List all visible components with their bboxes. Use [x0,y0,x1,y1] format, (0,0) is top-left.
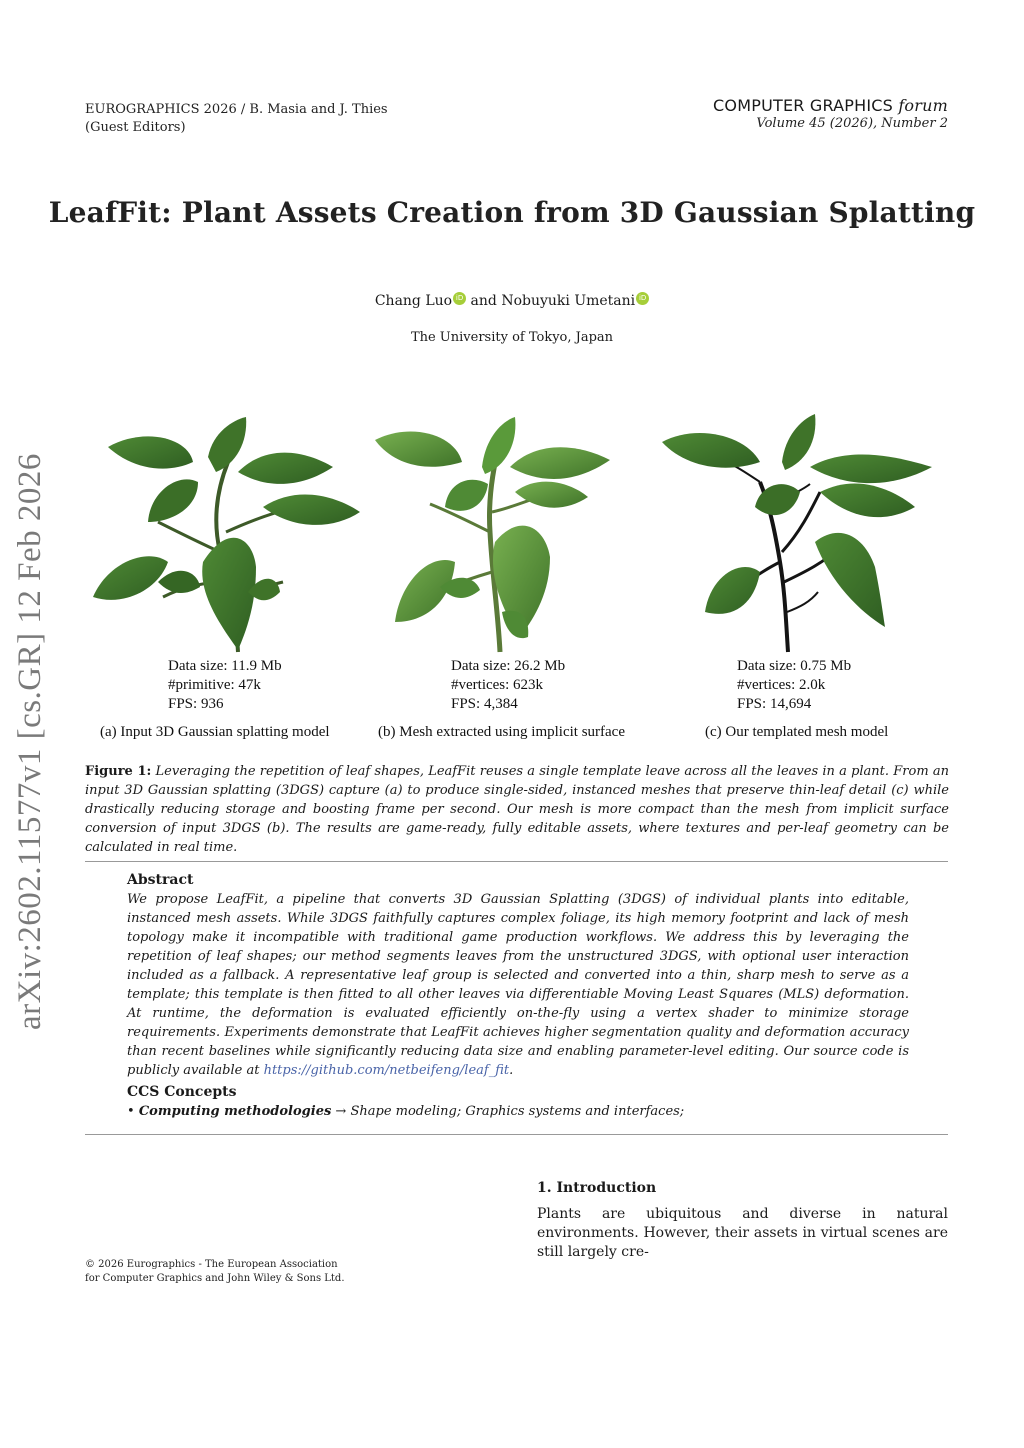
author-line [0,293,1024,309]
ccs-detail: Shape modeling; Graphics systems and interfaces; [350,1104,685,1119]
ccs-concepts [127,1083,909,1121]
orcid-icon[interactable]: iD [636,292,649,305]
figure-caption-text: Leveraging the repetition of leaf shapes, LeafFit reuses a single template leave across all the leaves in a plant. From an input 3D Gaussian splatting (3DGS) capture (a) to produce single-sided, instanced meshes that preserve thin-leaf detail (c) while drastically reducing storage and boosting frame per second. Our mesh is more compact than the mesh from implicit surface conversion of input 3DGS (b). The results are game-ready, fully editable assets, where textures and per-leaf geometry can be calculated in real time. [85,764,949,855]
author-connector: and [470,293,497,309]
editors-line: (Guest Editors) [85,120,186,135]
affiliation: The University of Tokyo, Japan [410,330,614,345]
conference-line: EUROGRAPHICS 2026 / B. Masia and J. Thies [85,102,388,117]
panel-a-stats [168,657,282,714]
panel-c-stats [737,657,851,714]
data-size: Data size: 11.9 Mb [168,658,282,674]
copyright-footnote: © 2026 Eurographics - The European Association for Computer Graphics and John Wiley & Sons Ltd. [85,1259,345,1284]
abstract-body: We propose LeafFit, a pipeline that converts 3D Gaussian Splatting (3DGS) of individual plants into editable, instanced mesh assets. While 3DGS faithfully captures complex foliage, its high memory footprint and lack of mesh topology make it incompatible with traditional game production workflows. We address this by leveraging the repetition of leaf shapes; our method segments leaves from the unstructured 3DGS, with optional user interaction included as a fallback. A representative leaf group is selected and converted into a thin, sharp mesh to serve as a template; this template is then fitted to all other leaves via differentiable Moving Least Squares (MLS) deformation. At runtime, the deformation is evaluated efficiently on-the-fly using a vertex shader to minimize storage requirements. Experiments demonstrate that LeafFit achieves higher segmentation quality and deformation accuracy than recent baselines while significantly reducing data size and enabling parameter-level editing. Our source code is publicly available at https://github.com/netbeifeng/leaf_fit. [127,892,909,1078]
vertex-count: #vertices: 2.0k [737,677,826,693]
primitive-count: #primitive: 47k [168,677,261,693]
vertex-count: #vertices: 623k [451,677,544,693]
fps: FPS: 14,694 [737,696,812,712]
abstract-text: We propose LeafFit, a pipeline that converts 3D Gaussian Splatting (3DGS) of individual plants into editable, instanced mesh assets. While 3DGS faithfully captures complex foliage, its high memory footprint and lack of mesh topology make it incompatible with traditional game production workflows. We address this by leveraging the repetition of leaf shapes; our method segments leaves from the unstructured 3DGS, with optional user interaction included as a fallback. A representative leaf group is selected and converted into a thin, sharp mesh to serve as a template; this template is then fitted to all other leaves via differentiable Moving Least Squares (MLS) deformation. At runtime, the deformation is evaluated efficiently on-the-fly using a vertex shader to minimize storage requirements. Experiments demonstrate that LeafFit achieves higher segmentation quality and deformation accuracy than recent baselines while significantly reducing data size and enabling parameter-level editing. Our source code is publicly available at [127,892,909,1078]
running-header-right [713,97,948,133]
ccs-concept: Computing methodologies [138,1104,332,1119]
introduction-paragraph: Plants are ubiquitous and diverse in natural environments. However, their assets in virtual scenes are still largely cre- [537,1206,948,1260]
plant-render-gaussian [88,412,364,657]
plant-render-implicit-mesh [370,412,616,657]
arxiv-stamp: arXiv:2602.11577v1 [cs.GR] 12 Feb 2026 [12,453,48,1030]
abstract [127,871,909,1080]
journal-name: COMPUTER GRAPHICS forum [713,96,948,115]
source-code-link[interactable]: https://github.com/netbeifeng/leaf_fit [263,1063,510,1078]
author-2: Nobuyuki Umetani [501,293,636,309]
fps: FPS: 936 [168,696,224,712]
figure-label: Figure 1: [85,764,152,779]
orcid-icon[interactable]: iD [453,292,466,305]
ccs-line: • Computing methodologies → Shape modeling; Graphics systems and interfaces; [127,1104,685,1119]
plant-render-templated-mesh [660,412,935,657]
running-header-left [85,101,388,137]
section-heading-introduction: 1. Introduction [537,1180,657,1196]
figure-caption [85,762,949,857]
divider [85,1134,948,1135]
author-1: Chang Luo [374,293,453,309]
subcaption-c: (c) Our templated mesh model [705,724,889,740]
abstract-heading: Abstract [127,872,194,888]
data-size: Data size: 0.75 Mb [737,658,852,674]
divider [85,861,948,862]
panel-b-stats [451,657,565,714]
data-size: Data size: 26.2 Mb [451,658,566,674]
subcaption-a: (a) Input 3D Gaussian splatting model [100,724,330,740]
paper-title: LeafFit: Plant Assets Creation from 3D Gaussian Splatting [48,196,976,229]
volume-line: Volume 45 (2026), Number 2 [756,116,948,131]
fps: FPS: 4,384 [451,696,518,712]
arrow-icon: → [335,1104,347,1119]
subcaption-b: (b) Mesh extracted using implicit surface [378,724,626,740]
ccs-heading: CCS Concepts [127,1084,237,1100]
